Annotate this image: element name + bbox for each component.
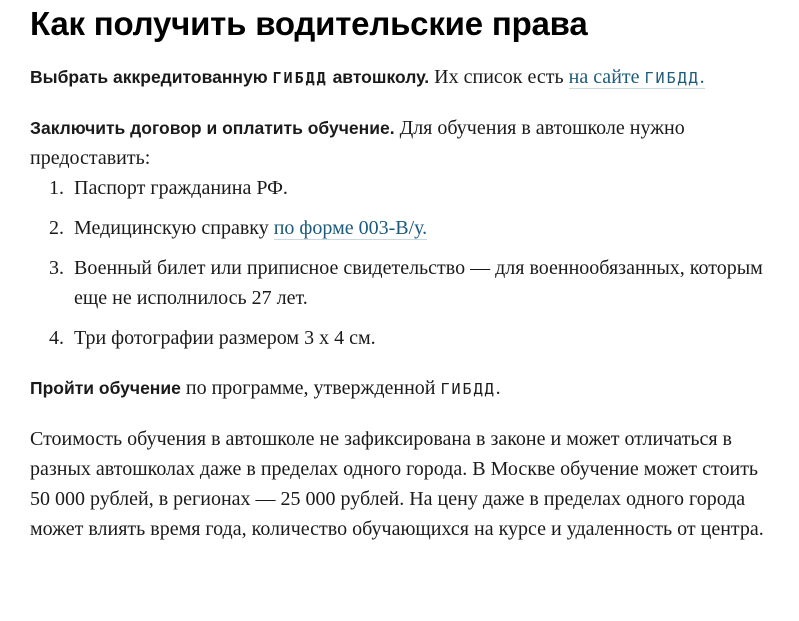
list-item-text: Три фотографии размером 3 х 4 см. bbox=[74, 327, 376, 349]
gibdd-site-link-abbr: ГИБДД bbox=[644, 69, 700, 87]
page-title: Как получить водительские права bbox=[30, 5, 588, 42]
list-item-text: Медицинскую справку bbox=[74, 217, 269, 239]
list-item bbox=[49, 323, 775, 353]
list-item-number: 4. bbox=[49, 327, 64, 349]
list-item-number: 1. bbox=[49, 177, 64, 199]
list-item-number: 2. bbox=[49, 217, 64, 239]
gibdd-abbr: ГИБДД bbox=[272, 69, 328, 87]
list-item bbox=[49, 173, 775, 203]
documents-list bbox=[30, 173, 775, 353]
article bbox=[30, 0, 775, 544]
step-training-text: по программе, утвержденной bbox=[185, 377, 436, 399]
list-item-number: 3. bbox=[49, 257, 64, 279]
list-item bbox=[49, 213, 775, 243]
step-contract-text: Для обучения в автошколе нужно предоставить: bbox=[30, 117, 685, 169]
cost-paragraph: Стоимость обучения в автошколе не зафиксирована в законе и может отличаться в разных автошколах даже в пределах одного города. В Москве обучение может стоить 50 000 рублей, в регионах — 25 000 рублей. На цену даже в пределах одного города может влиять время года, количество обучающихся на курсе и удаленность от центра. bbox=[30, 428, 764, 540]
list-item-text: Паспорт гражданина РФ. bbox=[74, 177, 288, 199]
step-training-lead: Пройти обучение bbox=[30, 378, 181, 398]
gibdd-site-link[interactable]: на сайте ГИБДД. bbox=[568, 66, 705, 88]
step-contract-lead: Заключить договор и оплатить обучение. bbox=[30, 118, 395, 138]
medical-form-link[interactable]: по форме 003-В/у. bbox=[273, 217, 428, 239]
step-choose-school-text: Их список есть bbox=[434, 66, 564, 88]
step-choose-school bbox=[30, 62, 775, 93]
gibdd-abbr: ГИБДД bbox=[440, 380, 496, 398]
list-item bbox=[49, 253, 775, 313]
step-choose-school-lead: Выбрать аккредитованную ГИБДД автошколу. bbox=[30, 67, 430, 87]
step-contract bbox=[30, 113, 775, 173]
step-training: Пройти обучение по программе, утвержденной ГИБДД. bbox=[30, 377, 501, 399]
list-item-text: Военный билет или приписное свидетельство — для военнообязанных, которым еще не исполнилось 27 лет. bbox=[74, 257, 763, 309]
